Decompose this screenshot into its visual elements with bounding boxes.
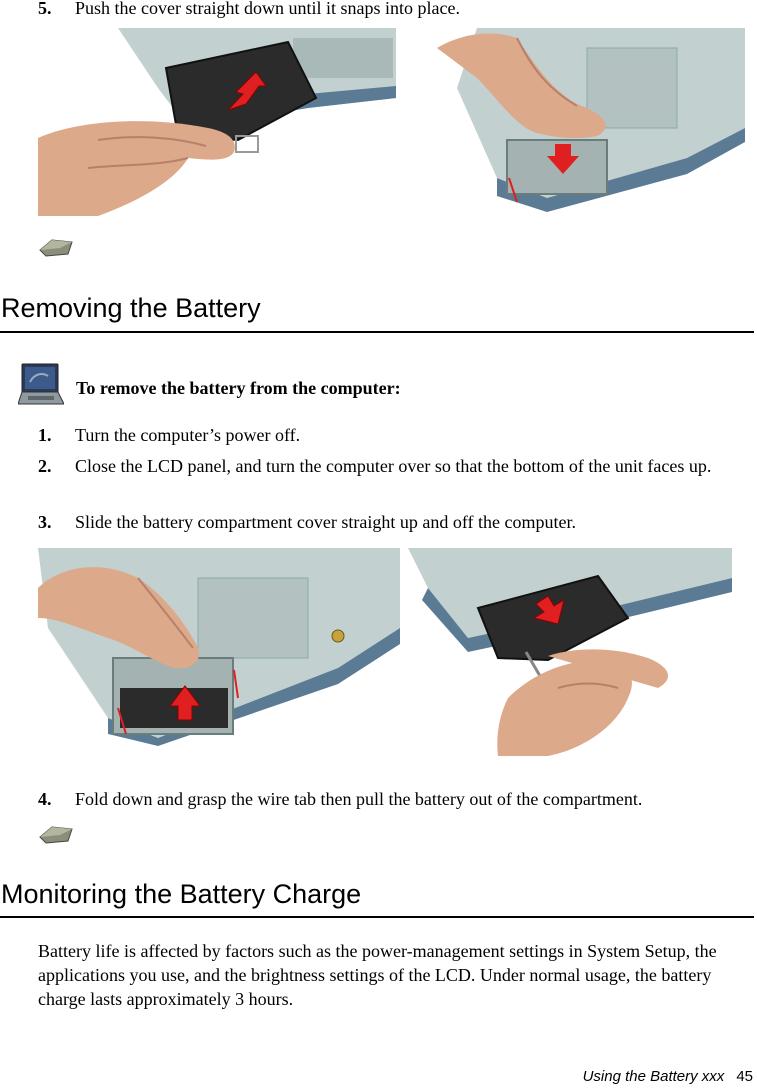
photo-slide-cover-up [38, 548, 400, 746]
photo-push-cover-down [437, 28, 745, 216]
heading-rule [0, 331, 754, 333]
step-text: Fold down and grasp the wire tab then pull the battery out of the compartment. [75, 789, 643, 809]
step-text: Turn the computer’s power off. [75, 425, 301, 445]
section-heading-removing-battery: Removing the Battery [1, 293, 261, 323]
step-number: 4. [38, 789, 52, 809]
step-text: Push the cover straight down until it snaps into place. [75, 0, 460, 18]
step-text: Close the LCD panel, and turn the computer over so that the bottom of the unit faces up. [75, 456, 712, 476]
photo-pull-battery-out [408, 548, 732, 756]
step-number: 1. [38, 425, 52, 445]
section-heading-monitoring-charge: Monitoring the Battery Charge [1, 879, 362, 909]
body-paragraph: Battery life is affected by factors such as the power-management settings in System Setup, the applications you use, and the brightness settings of the LCD. Under normal usage, the battery charge lasts approximately 3 hours. [38, 941, 717, 1009]
step-number: 3. [38, 512, 52, 532]
footer-label: Using the Battery xxx [582, 1068, 725, 1085]
end-of-procedure-icon [38, 236, 74, 265]
heading-rule [0, 916, 754, 918]
laptop-procedure-icon [18, 362, 64, 411]
page-number: 45 [736, 1068, 753, 1085]
step-number: 2. [38, 456, 52, 476]
step-text: Slide the battery compartment cover straight up and off the computer. [75, 512, 577, 532]
step-number: 5. [38, 0, 52, 18]
procedure-title: To remove the battery from the computer: [76, 378, 401, 398]
page-footer [583, 1068, 753, 1085]
end-of-procedure-icon [38, 823, 74, 852]
photo-push-battery-in [38, 28, 396, 216]
